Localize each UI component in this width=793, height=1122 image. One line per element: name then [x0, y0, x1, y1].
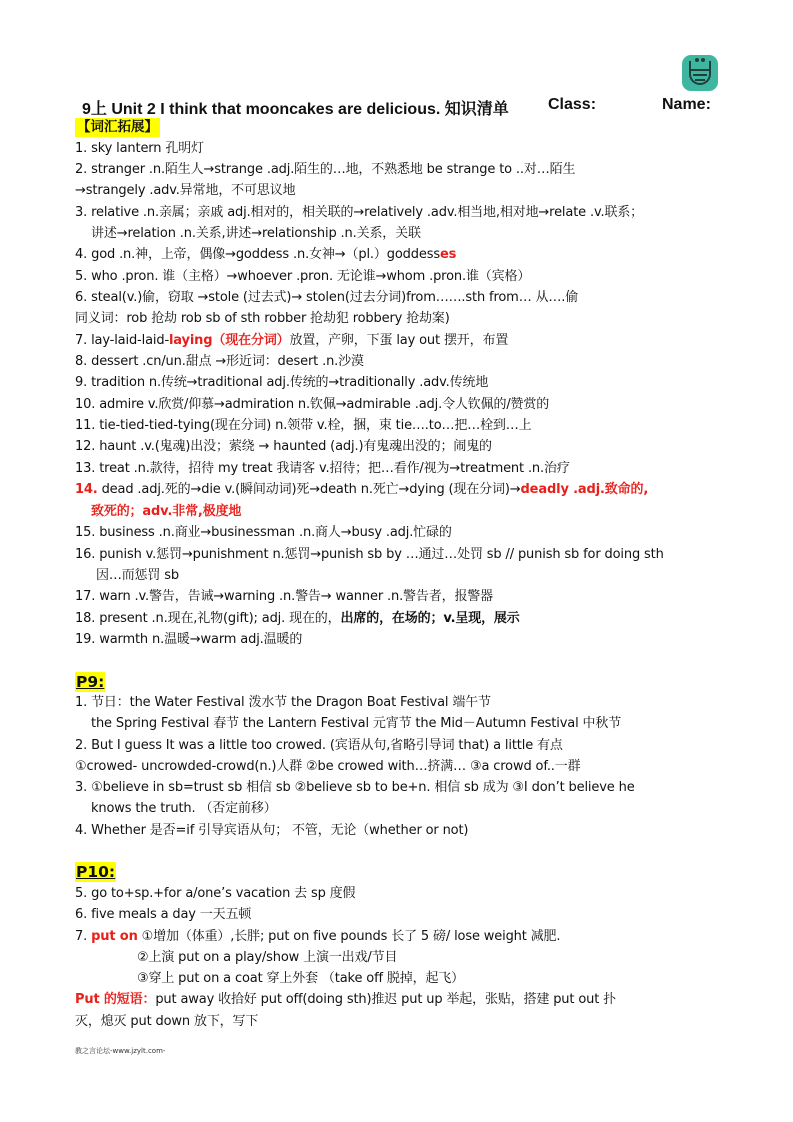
text-line [75, 989, 616, 1010]
text-line [75, 586, 493, 607]
text-line [75, 394, 549, 415]
text-segment: put away 收拾好 put off(doing sth)推迟 put up 举起，张贴，搭建 put out 扑 [155, 992, 616, 1007]
text-segment: 1. 节日：the Water Festival 泼水节 the Dragon Boat Festival 端午节 [75, 695, 491, 710]
text-line [91, 223, 421, 244]
text-segment: 15. business .n.商业→businessman .n.商人→busy .adj.忙碌的 [75, 525, 452, 540]
text-segment: 4. god .n.神，上帝，偶像→goddess .n.女神→（pl.）goddess [75, 247, 440, 262]
text-line [75, 1011, 258, 1032]
text-line [75, 308, 450, 329]
text-line [75, 735, 563, 756]
text-line [75, 266, 530, 287]
text-line [91, 798, 277, 819]
text-segment: 放置，产卵，下蛋 lay out 摆开，布置 [289, 333, 509, 348]
text-line [75, 351, 364, 372]
text-segment: laying（现在分词） [169, 333, 290, 348]
footer-text: 教之言论坛-www.jzylt.com- [75, 1047, 166, 1055]
text-segment: 讲述→relation .n.关系,讲述→relationship .n.关系，关联 [91, 226, 421, 241]
text-segment: 1. sky lantern 孔明灯 [75, 141, 204, 156]
section-vocab-heading: 【词汇拓展】 [77, 119, 158, 135]
text-line [75, 436, 492, 457]
text-segment: 8. dessert .cn/un.甜点 →形近词：desert .n.沙漠 [75, 354, 364, 369]
text-segment: 17. warn .v.警告，告诫→warning .n.警告→ wanner .n.警告者，报警器 [75, 589, 494, 604]
text-line [91, 501, 241, 522]
text-line [96, 565, 179, 586]
text-line [75, 544, 664, 565]
name-label: Name: [662, 96, 711, 113]
text-segment: deadly .adj.致命的, [520, 482, 649, 497]
text-segment: →strangely .adv.异常地，不可思议地 [75, 183, 296, 198]
text-segment: 10. admire v.欣赏/仰慕→admiration n.钦佩→admirable .adj.令人钦佩的/赞赏的 [75, 397, 550, 412]
text-line [75, 522, 452, 543]
text-line [75, 330, 508, 351]
text-line [75, 202, 643, 223]
text-line [75, 287, 578, 308]
text-segment: 3. relative .n.亲属；亲戚 adj.相对的，相关联的→relatively .adv.相当地,相对地→relate .v.联系； [75, 205, 644, 220]
text-line [91, 713, 621, 734]
text-line [75, 372, 488, 393]
text-segment: 6. five meals a day 一天五顿 [75, 907, 252, 922]
text-line [75, 415, 531, 436]
text-segment: 5. go to+sp.+for a/one’s vacation 去 sp 度假 [75, 886, 356, 901]
app-logo-icon [682, 55, 718, 91]
text-line [137, 968, 464, 989]
text-segment: knows the truth. （否定前移） [91, 801, 277, 816]
text-line [75, 926, 560, 947]
text-line [75, 883, 355, 904]
text-segment: 11. tie-tied-tied-tying(现在分词) n.领带 v.栓，捆，束 tie….to…把…栓到…上 [75, 418, 532, 433]
section-p9-heading: P9: [76, 673, 105, 691]
section-p10-heading: P10: [76, 863, 116, 881]
text-segment: 12. haunt .v.(鬼魂)出没；萦绕 → haunted (adj.)有鬼魂出没的；闹鬼的 [75, 439, 492, 454]
text-segment: 19. warmth n.温暖→warm adj.温暖的 [75, 632, 303, 647]
text-segment: 3. ①believe in sb=trust sb 相信 sb ②believe sb to be+n. 相信 sb 成为 ③I don’t believe he [75, 780, 635, 795]
text-segment: es [439, 247, 457, 262]
text-segment: 4. Whether 是否=if 引导宾语从句； 不管，无论（whether or not) [75, 823, 469, 838]
text-line [75, 608, 520, 629]
text-line [75, 244, 456, 265]
text-line [75, 777, 635, 798]
text-segment: 出席的，在场的；v.呈现，展示 [340, 611, 520, 626]
text-segment: Put 的短语： [75, 992, 156, 1007]
text-segment: 因…而惩罚 sb [96, 568, 179, 583]
text-segment: 6. steal(v.)偷，窃取 →stole (过去式)→ stolen(过去分词)from…….sth from… 从….偷 [75, 290, 579, 305]
text-segment: 5. who .pron. 谁（主格）→whoever .pron. 无论谁→whom .pron.谁（宾格） [75, 269, 531, 284]
text-segment: ②上演 put on a play/show 上演一出戏/节目 [137, 950, 398, 965]
text-segment: 18. present .n.现在,礼物(gift); adj. 现在的， [75, 611, 341, 626]
text-segment: 9. tradition n.传统→traditional adj.传统的→traditionally .adv.传统地 [75, 375, 489, 390]
text-line [75, 479, 648, 500]
text-segment: 13. treat .n.款待，招待 my treat 我请客 v.招待；把…看作/视为→treatment .n.治疗 [75, 461, 570, 476]
text-segment: 7. [75, 929, 92, 944]
text-segment: 16. punish v.惩罚→punishment n.惩罚→punish sb by …通过…处罚 sb // punish sb for doing sth [75, 547, 664, 562]
text-line [75, 820, 468, 841]
text-line [75, 904, 251, 925]
text-line [75, 159, 575, 180]
text-line [75, 629, 302, 650]
text-line [75, 458, 570, 479]
text-segment: the Spring Festival 春节 the Lantern Festival 元宵节 the Mid－Autumn Festival 中秋节 [91, 716, 622, 731]
text-segment: 2. But I guess It was a little too crowed. (宾语从句,省略引导词 that) a little 有点 [75, 738, 563, 753]
page-title [82, 96, 722, 118]
text-segment: 同义词：rob 抢劫 rob sb of sth robber 抢劫犯 robbery 抢劫案) [75, 311, 450, 326]
text-segment: 灭，熄灭 put down 放下，写下 [75, 1014, 259, 1029]
text-line [75, 756, 580, 777]
text-segment: put on [91, 929, 138, 944]
title-main: 9上 Unit 2 I think that mooncakes are delicious. 知识清单 [82, 101, 509, 118]
logo-face [689, 61, 711, 85]
class-label: Class: [548, 96, 597, 113]
text-segment: 2. stranger .n.陌生人→strange .adj.陌生的…地，不熟悉地 be strange to ..对…陌生 [75, 162, 576, 177]
text-segment: ③穿上 put on a coat 穿上外套 （take off 脱掉，起飞） [137, 971, 465, 986]
text-line [75, 692, 491, 713]
text-segment: ①crowed- uncrowded-crowd(n.)人群 ②be crowed with…挤满… ③a crowd of..一群 [75, 759, 581, 774]
text-segment: 14. [75, 482, 98, 497]
text-line [75, 138, 204, 159]
text-line [137, 947, 397, 968]
text-segment: 致死的；adv.非常,极度地 [91, 504, 242, 519]
text-segment: 7. lay-laid-laid- [75, 333, 169, 348]
text-segment: dead .adj.死的→die v.(瞬间动词)死→death n.死亡→dying (现在分词)→ [97, 482, 521, 497]
text-segment: ①增加（体重）,长胖; put on five pounds 长了 5 磅/ lose weight 减肥. [137, 929, 561, 944]
text-line [75, 180, 295, 201]
